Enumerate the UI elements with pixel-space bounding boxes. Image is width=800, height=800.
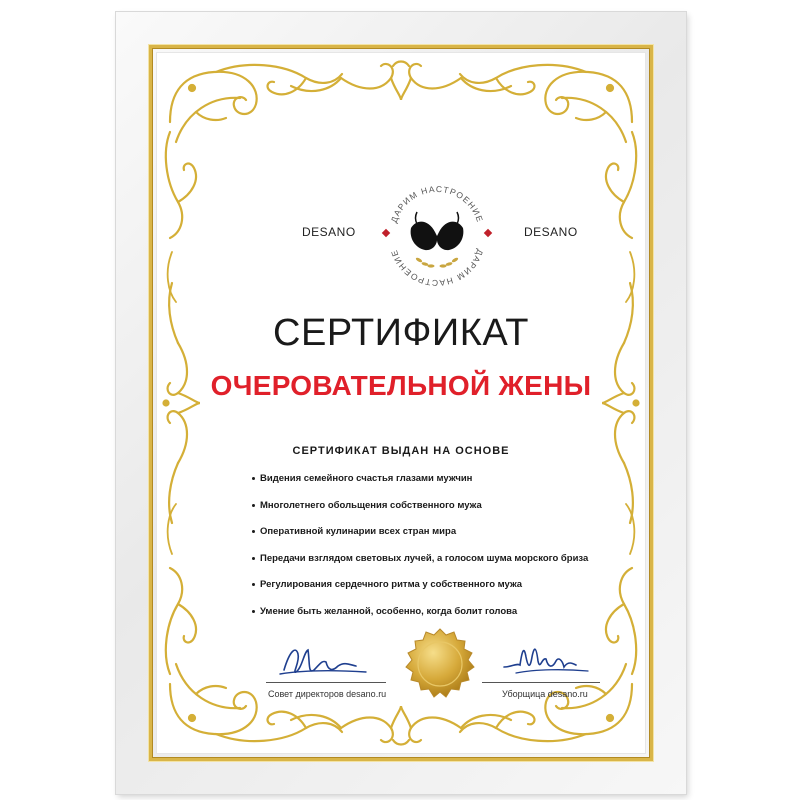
- certificate-subtitle: ОЧЕРОВАТЕЛЬНОЙ ЖЕНЫ: [210, 370, 592, 401]
- desano-logo: [381, 180, 493, 288]
- gold-seal-icon: [402, 627, 478, 703]
- logo-diamond-right: [484, 229, 492, 237]
- signature-right-line: [482, 682, 600, 683]
- laurel-icon: [415, 257, 459, 268]
- certificate-sheet: [156, 52, 646, 754]
- svg-text:ДАРИМ НАСТРОЕНИЕ: [389, 184, 486, 224]
- signature-left-caption: Совет директоров desano.ru: [268, 689, 387, 699]
- list-item: Многолетнего обольщения собственного мужа: [252, 499, 582, 526]
- list-item: Видения семейного счастья глазами мужчин: [252, 472, 582, 499]
- brand-name-right: DESANO: [524, 225, 578, 239]
- logo-ring-text-bottom: ДАРИМ НАСТРОЕНИЕ: [388, 247, 486, 288]
- bra-icon: [411, 212, 464, 250]
- signature-left: [274, 640, 374, 682]
- brand-name-left: DESANO: [302, 225, 356, 239]
- signature-left-line: [266, 682, 386, 683]
- picture-frame: [116, 12, 686, 794]
- reasons-list: [252, 472, 589, 631]
- reasons-heading: СЕРТИФИКАТ ВЫДАН НА ОСНОВЕ: [292, 445, 510, 457]
- list-item: Передачи взглядом световых лучей, а голосом шума морского бриза: [252, 552, 582, 579]
- svg-text:ДАРИМ НАСТРОЕНИЕ: [389, 248, 486, 288]
- list-item: Умение быть желанной, особенно, когда болит голова: [252, 605, 582, 632]
- logo-diamond-left: [382, 229, 390, 237]
- signature-right-caption: Уборщица desano.ru: [502, 689, 588, 699]
- list-item: Регулирования сердечного ритма у собственного мужа: [252, 578, 582, 605]
- logo-ring-text-top: ДАРИМ НАСТРОЕНИЕ: [388, 183, 486, 225]
- certificate-title: СЕРТИФИКАТ: [273, 312, 529, 354]
- list-item: Оперативной кулинарии всех стран мира: [252, 525, 582, 552]
- signature-right: [496, 637, 596, 681]
